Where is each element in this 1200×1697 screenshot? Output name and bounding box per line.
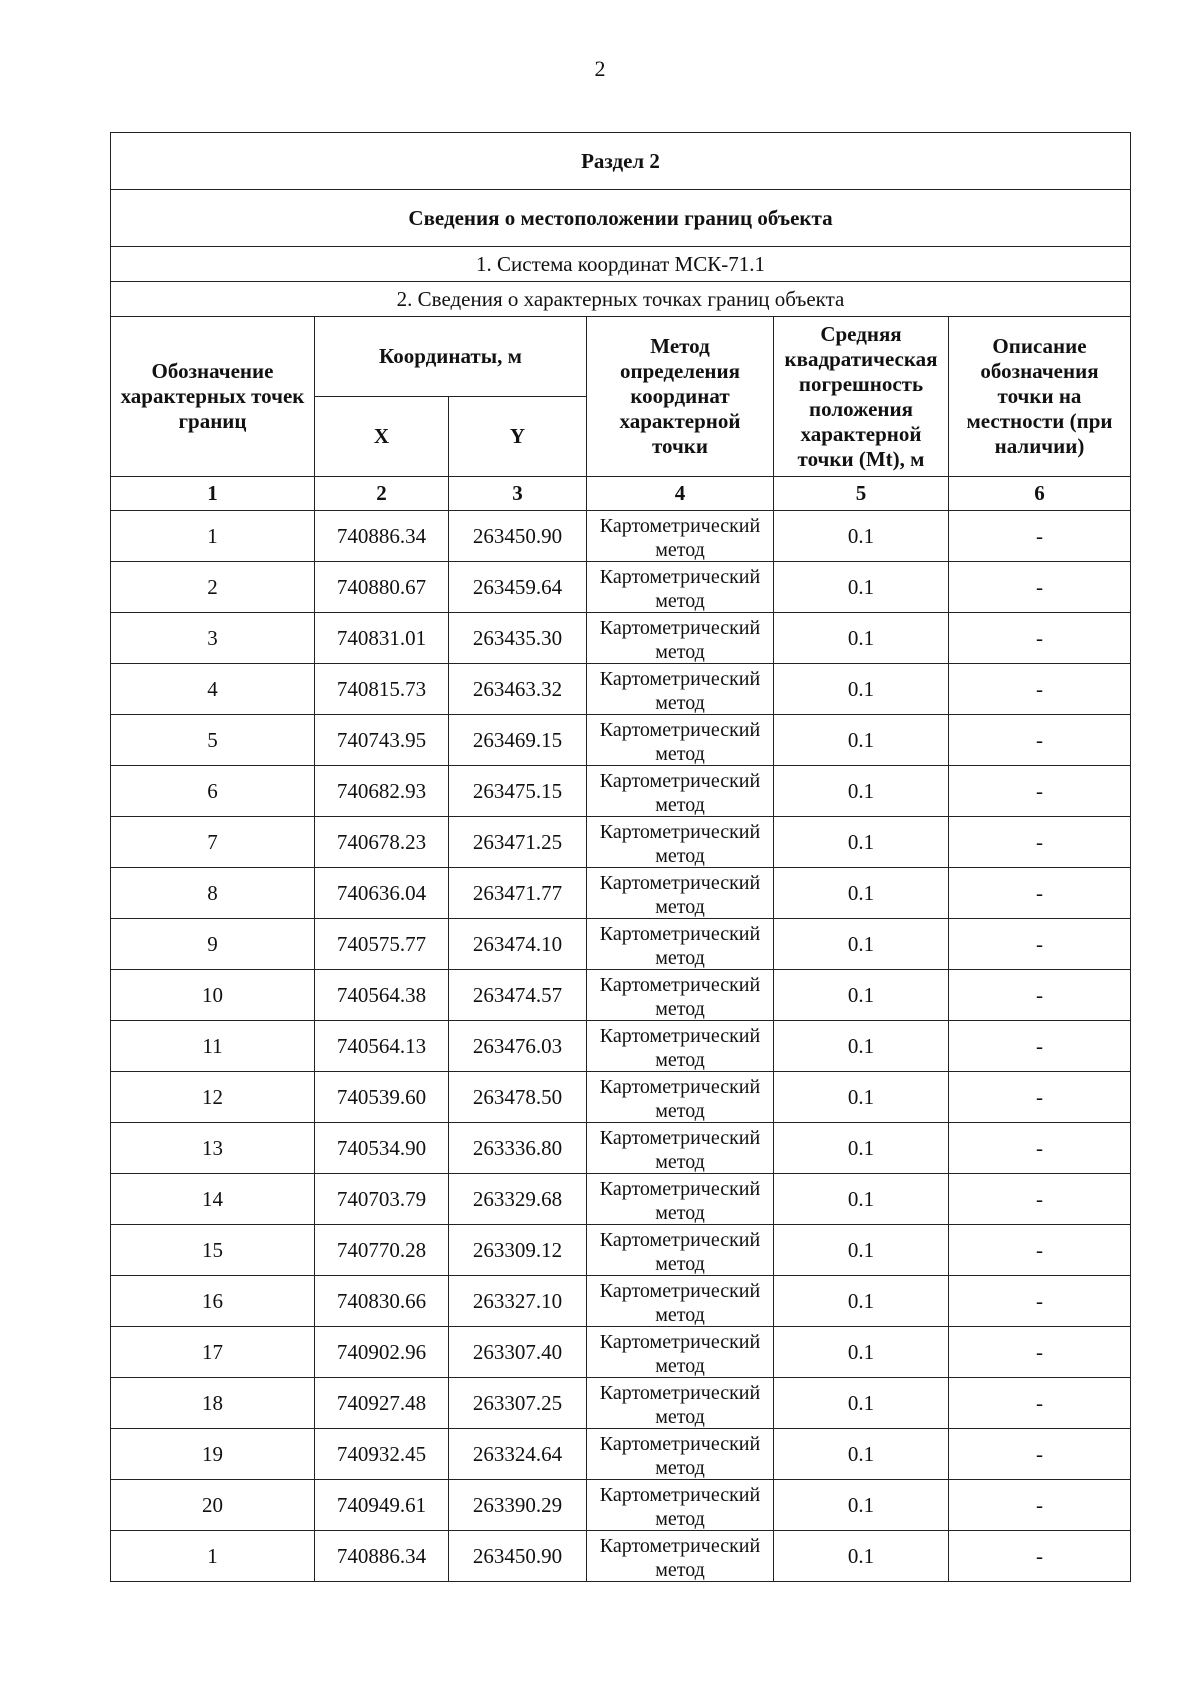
coordinate-y: 263463.32 <box>449 664 587 715</box>
table-row <box>111 1021 1131 1072</box>
table-row <box>111 1174 1131 1225</box>
coordinate-y: 263474.10 <box>449 919 587 970</box>
header-y: Y <box>449 397 587 477</box>
error-value: 0.1 <box>774 766 949 817</box>
header-x: X <box>315 397 449 477</box>
table-row <box>111 1531 1131 1582</box>
coordinate-x: 740539.60 <box>315 1072 449 1123</box>
method-cell <box>587 868 774 919</box>
point-description: - <box>949 766 1131 817</box>
point-designation: 12 <box>111 1072 315 1123</box>
table-row <box>111 664 1131 715</box>
method-text: метод <box>655 1406 705 1427</box>
method-text: Картометрический <box>599 872 761 894</box>
error-value: 0.1 <box>774 970 949 1021</box>
coordinate-x: 740682.93 <box>315 766 449 817</box>
point-designation: 13 <box>111 1123 315 1174</box>
point-description: - <box>949 1174 1131 1225</box>
method-text: метод <box>655 539 705 560</box>
coordinate-system: 1. Система координат МСК-71.1 <box>111 247 1131 282</box>
table-row <box>111 511 1131 562</box>
point-designation: 6 <box>111 766 315 817</box>
header-description: Описание обозначения точки на местности (при наличии) <box>949 317 1131 477</box>
method-cell <box>587 613 774 664</box>
coordinate-x: 740678.23 <box>315 817 449 868</box>
point-designation: 4 <box>111 664 315 715</box>
page-number: 2 <box>594 56 606 81</box>
column-number: 2 <box>315 477 449 511</box>
table-row <box>111 970 1131 1021</box>
point-description: - <box>949 664 1131 715</box>
column-number: 5 <box>774 477 949 511</box>
point-description: - <box>949 1429 1131 1480</box>
point-designation: 3 <box>111 613 315 664</box>
table-row <box>111 817 1131 868</box>
coordinate-x: 740636.04 <box>315 868 449 919</box>
point-description: - <box>949 919 1131 970</box>
point-designation: 9 <box>111 919 315 970</box>
coordinate-x: 740880.67 <box>315 562 449 613</box>
method-cell <box>587 1225 774 1276</box>
method-text: Картометрический <box>599 1178 761 1200</box>
point-designation: 14 <box>111 1174 315 1225</box>
coordinate-x: 740770.28 <box>315 1225 449 1276</box>
method-text: Картометрический <box>599 719 761 741</box>
method-cell <box>587 766 774 817</box>
section-title: Раздел 2 <box>111 133 1131 190</box>
point-description: - <box>949 1225 1131 1276</box>
point-description: - <box>949 562 1131 613</box>
method-cell <box>587 715 774 766</box>
method-text: метод <box>655 794 705 815</box>
method-text: метод <box>655 896 705 917</box>
point-description: - <box>949 1531 1131 1582</box>
method-cell <box>587 1276 774 1327</box>
error-value: 0.1 <box>774 1174 949 1225</box>
error-value: 0.1 <box>774 715 949 766</box>
boundary-table <box>110 132 1131 1582</box>
table-row <box>111 1327 1131 1378</box>
point-designation: 17 <box>111 1327 315 1378</box>
error-value: 0.1 <box>774 919 949 970</box>
header-method: Метод определения координат характерной точки <box>587 317 774 477</box>
method-text: Картометрический <box>599 1382 761 1404</box>
header-coordinates: Координаты, м <box>315 317 587 397</box>
method-cell <box>587 511 774 562</box>
method-cell <box>587 1021 774 1072</box>
method-text: Картометрический <box>599 668 761 690</box>
coordinate-y: 263459.64 <box>449 562 587 613</box>
point-description: - <box>949 868 1131 919</box>
method-text: Картометрический <box>599 1025 761 1047</box>
coordinate-y: 263324.64 <box>449 1429 587 1480</box>
error-value: 0.1 <box>774 1021 949 1072</box>
table-row <box>111 1480 1131 1531</box>
coordinate-x: 740575.77 <box>315 919 449 970</box>
method-text: Картометрический <box>599 770 761 792</box>
method-text: Картометрический <box>599 1433 761 1455</box>
point-description: - <box>949 1072 1131 1123</box>
method-text: Картометрический <box>599 515 761 537</box>
method-cell <box>587 919 774 970</box>
point-designation: 11 <box>111 1021 315 1072</box>
table-row <box>111 1378 1131 1429</box>
coordinate-x: 740564.13 <box>315 1021 449 1072</box>
error-value: 0.1 <box>774 1072 949 1123</box>
table-row <box>111 613 1131 664</box>
method-text: Картометрический <box>599 1076 761 1098</box>
error-value: 0.1 <box>774 817 949 868</box>
method-text: метод <box>655 590 705 611</box>
point-description: - <box>949 715 1131 766</box>
header-designation: Обозначение характерных точек границ <box>111 317 315 477</box>
method-text: Картометрический <box>599 1535 761 1557</box>
point-designation: 10 <box>111 970 315 1021</box>
coordinate-y: 263435.30 <box>449 613 587 664</box>
coordinate-x: 740830.66 <box>315 1276 449 1327</box>
error-value: 0.1 <box>774 562 949 613</box>
method-text: метод <box>655 998 705 1019</box>
point-designation: 5 <box>111 715 315 766</box>
method-cell <box>587 970 774 1021</box>
point-description: - <box>949 817 1131 868</box>
error-value: 0.1 <box>774 613 949 664</box>
error-value: 0.1 <box>774 1276 949 1327</box>
error-value: 0.1 <box>774 511 949 562</box>
coordinate-x: 740902.96 <box>315 1327 449 1378</box>
method-text: метод <box>655 1304 705 1325</box>
point-designation: 2 <box>111 562 315 613</box>
point-designation: 16 <box>111 1276 315 1327</box>
coordinate-y: 263307.40 <box>449 1327 587 1378</box>
coordinate-y: 263450.90 <box>449 511 587 562</box>
section-subtitle: Сведения о местоположении границ объекта <box>111 190 1131 247</box>
method-cell <box>587 1429 774 1480</box>
table-row <box>111 1276 1131 1327</box>
coordinate-y: 263329.68 <box>449 1174 587 1225</box>
method-text: метод <box>655 1253 705 1274</box>
table-row <box>111 1225 1131 1276</box>
method-text: метод <box>655 1508 705 1529</box>
method-text: Картометрический <box>599 1331 761 1353</box>
coordinate-x: 740815.73 <box>315 664 449 715</box>
point-description: - <box>949 970 1131 1021</box>
method-cell <box>587 817 774 868</box>
method-text: метод <box>655 1202 705 1223</box>
table-row <box>111 562 1131 613</box>
method-cell <box>587 1378 774 1429</box>
point-designation: 19 <box>111 1429 315 1480</box>
point-description: - <box>949 1378 1131 1429</box>
method-cell <box>587 1531 774 1582</box>
table-row <box>111 715 1131 766</box>
column-number: 4 <box>587 477 774 511</box>
coordinate-y: 263474.57 <box>449 970 587 1021</box>
method-text: метод <box>655 692 705 713</box>
table-row <box>111 1072 1131 1123</box>
coordinate-y: 263469.15 <box>449 715 587 766</box>
error-value: 0.1 <box>774 1123 949 1174</box>
method-text: метод <box>655 1355 705 1376</box>
error-value: 0.1 <box>774 1327 949 1378</box>
method-cell <box>587 1327 774 1378</box>
method-text: метод <box>655 641 705 662</box>
point-designation: 18 <box>111 1378 315 1429</box>
table-row <box>111 766 1131 817</box>
error-value: 0.1 <box>774 1429 949 1480</box>
coordinate-y: 263336.80 <box>449 1123 587 1174</box>
coordinate-y: 263471.25 <box>449 817 587 868</box>
error-value: 0.1 <box>774 664 949 715</box>
point-designation: 15 <box>111 1225 315 1276</box>
error-value: 0.1 <box>774 1225 949 1276</box>
method-cell <box>587 1174 774 1225</box>
coordinate-y: 263471.77 <box>449 868 587 919</box>
coordinate-x: 740831.01 <box>315 613 449 664</box>
table-row <box>111 1429 1131 1480</box>
table-row <box>111 868 1131 919</box>
coordinate-x: 740703.79 <box>315 1174 449 1225</box>
method-text: метод <box>655 845 705 866</box>
point-description: - <box>949 1480 1131 1531</box>
point-description: - <box>949 511 1131 562</box>
point-designation: 1 <box>111 1531 315 1582</box>
coordinate-y: 263309.12 <box>449 1225 587 1276</box>
points-heading: 2. Сведения о характерных точках границ объекта <box>111 282 1131 317</box>
coordinate-x: 740886.34 <box>315 1531 449 1582</box>
point-description: - <box>949 1327 1131 1378</box>
method-text: метод <box>655 1559 705 1580</box>
coordinate-x: 740564.38 <box>315 970 449 1021</box>
method-text: Картометрический <box>599 566 761 588</box>
table-row <box>111 1123 1131 1174</box>
coordinate-y: 263390.29 <box>449 1480 587 1531</box>
table-row <box>111 919 1131 970</box>
method-text: метод <box>655 743 705 764</box>
method-text: Картометрический <box>599 1127 761 1149</box>
point-designation: 20 <box>111 1480 315 1531</box>
coordinate-x: 740927.48 <box>315 1378 449 1429</box>
error-value: 0.1 <box>774 1378 949 1429</box>
method-cell <box>587 1072 774 1123</box>
error-value: 0.1 <box>774 1480 949 1531</box>
header-error: Средняя квадратическая погрешность положения характерной точки (Mt), м <box>774 317 949 477</box>
coordinate-y: 263478.50 <box>449 1072 587 1123</box>
method-text: метод <box>655 1049 705 1070</box>
coordinate-y: 263475.15 <box>449 766 587 817</box>
point-description: - <box>949 1123 1131 1174</box>
method-text: Картометрический <box>599 1280 761 1302</box>
method-text: метод <box>655 947 705 968</box>
point-designation: 8 <box>111 868 315 919</box>
error-value: 0.1 <box>774 868 949 919</box>
coordinate-x: 740932.45 <box>315 1429 449 1480</box>
method-text: Картометрический <box>599 974 761 996</box>
method-cell <box>587 562 774 613</box>
coordinate-x: 740886.34 <box>315 511 449 562</box>
coordinate-y: 263307.25 <box>449 1378 587 1429</box>
column-number: 1 <box>111 477 315 511</box>
method-text: метод <box>655 1457 705 1478</box>
method-text: Картометрический <box>599 1484 761 1506</box>
method-cell <box>587 664 774 715</box>
column-number: 3 <box>449 477 587 511</box>
point-description: - <box>949 613 1131 664</box>
method-text: Картометрический <box>599 923 761 945</box>
coordinate-x: 740949.61 <box>315 1480 449 1531</box>
coordinate-y: 263450.90 <box>449 1531 587 1582</box>
point-description: - <box>949 1021 1131 1072</box>
point-designation: 1 <box>111 511 315 562</box>
method-text: метод <box>655 1100 705 1121</box>
column-number: 6 <box>949 477 1131 511</box>
method-text: Картометрический <box>599 1229 761 1251</box>
coordinate-y: 263327.10 <box>449 1276 587 1327</box>
coordinate-x: 740743.95 <box>315 715 449 766</box>
coordinate-y: 263476.03 <box>449 1021 587 1072</box>
method-text: Картометрический <box>599 821 761 843</box>
method-cell <box>587 1480 774 1531</box>
method-text: Картометрический <box>599 617 761 639</box>
error-value: 0.1 <box>774 1531 949 1582</box>
coordinate-x: 740534.90 <box>315 1123 449 1174</box>
method-cell <box>587 1123 774 1174</box>
point-description: - <box>949 1276 1131 1327</box>
point-designation: 7 <box>111 817 315 868</box>
method-text: метод <box>655 1151 705 1172</box>
